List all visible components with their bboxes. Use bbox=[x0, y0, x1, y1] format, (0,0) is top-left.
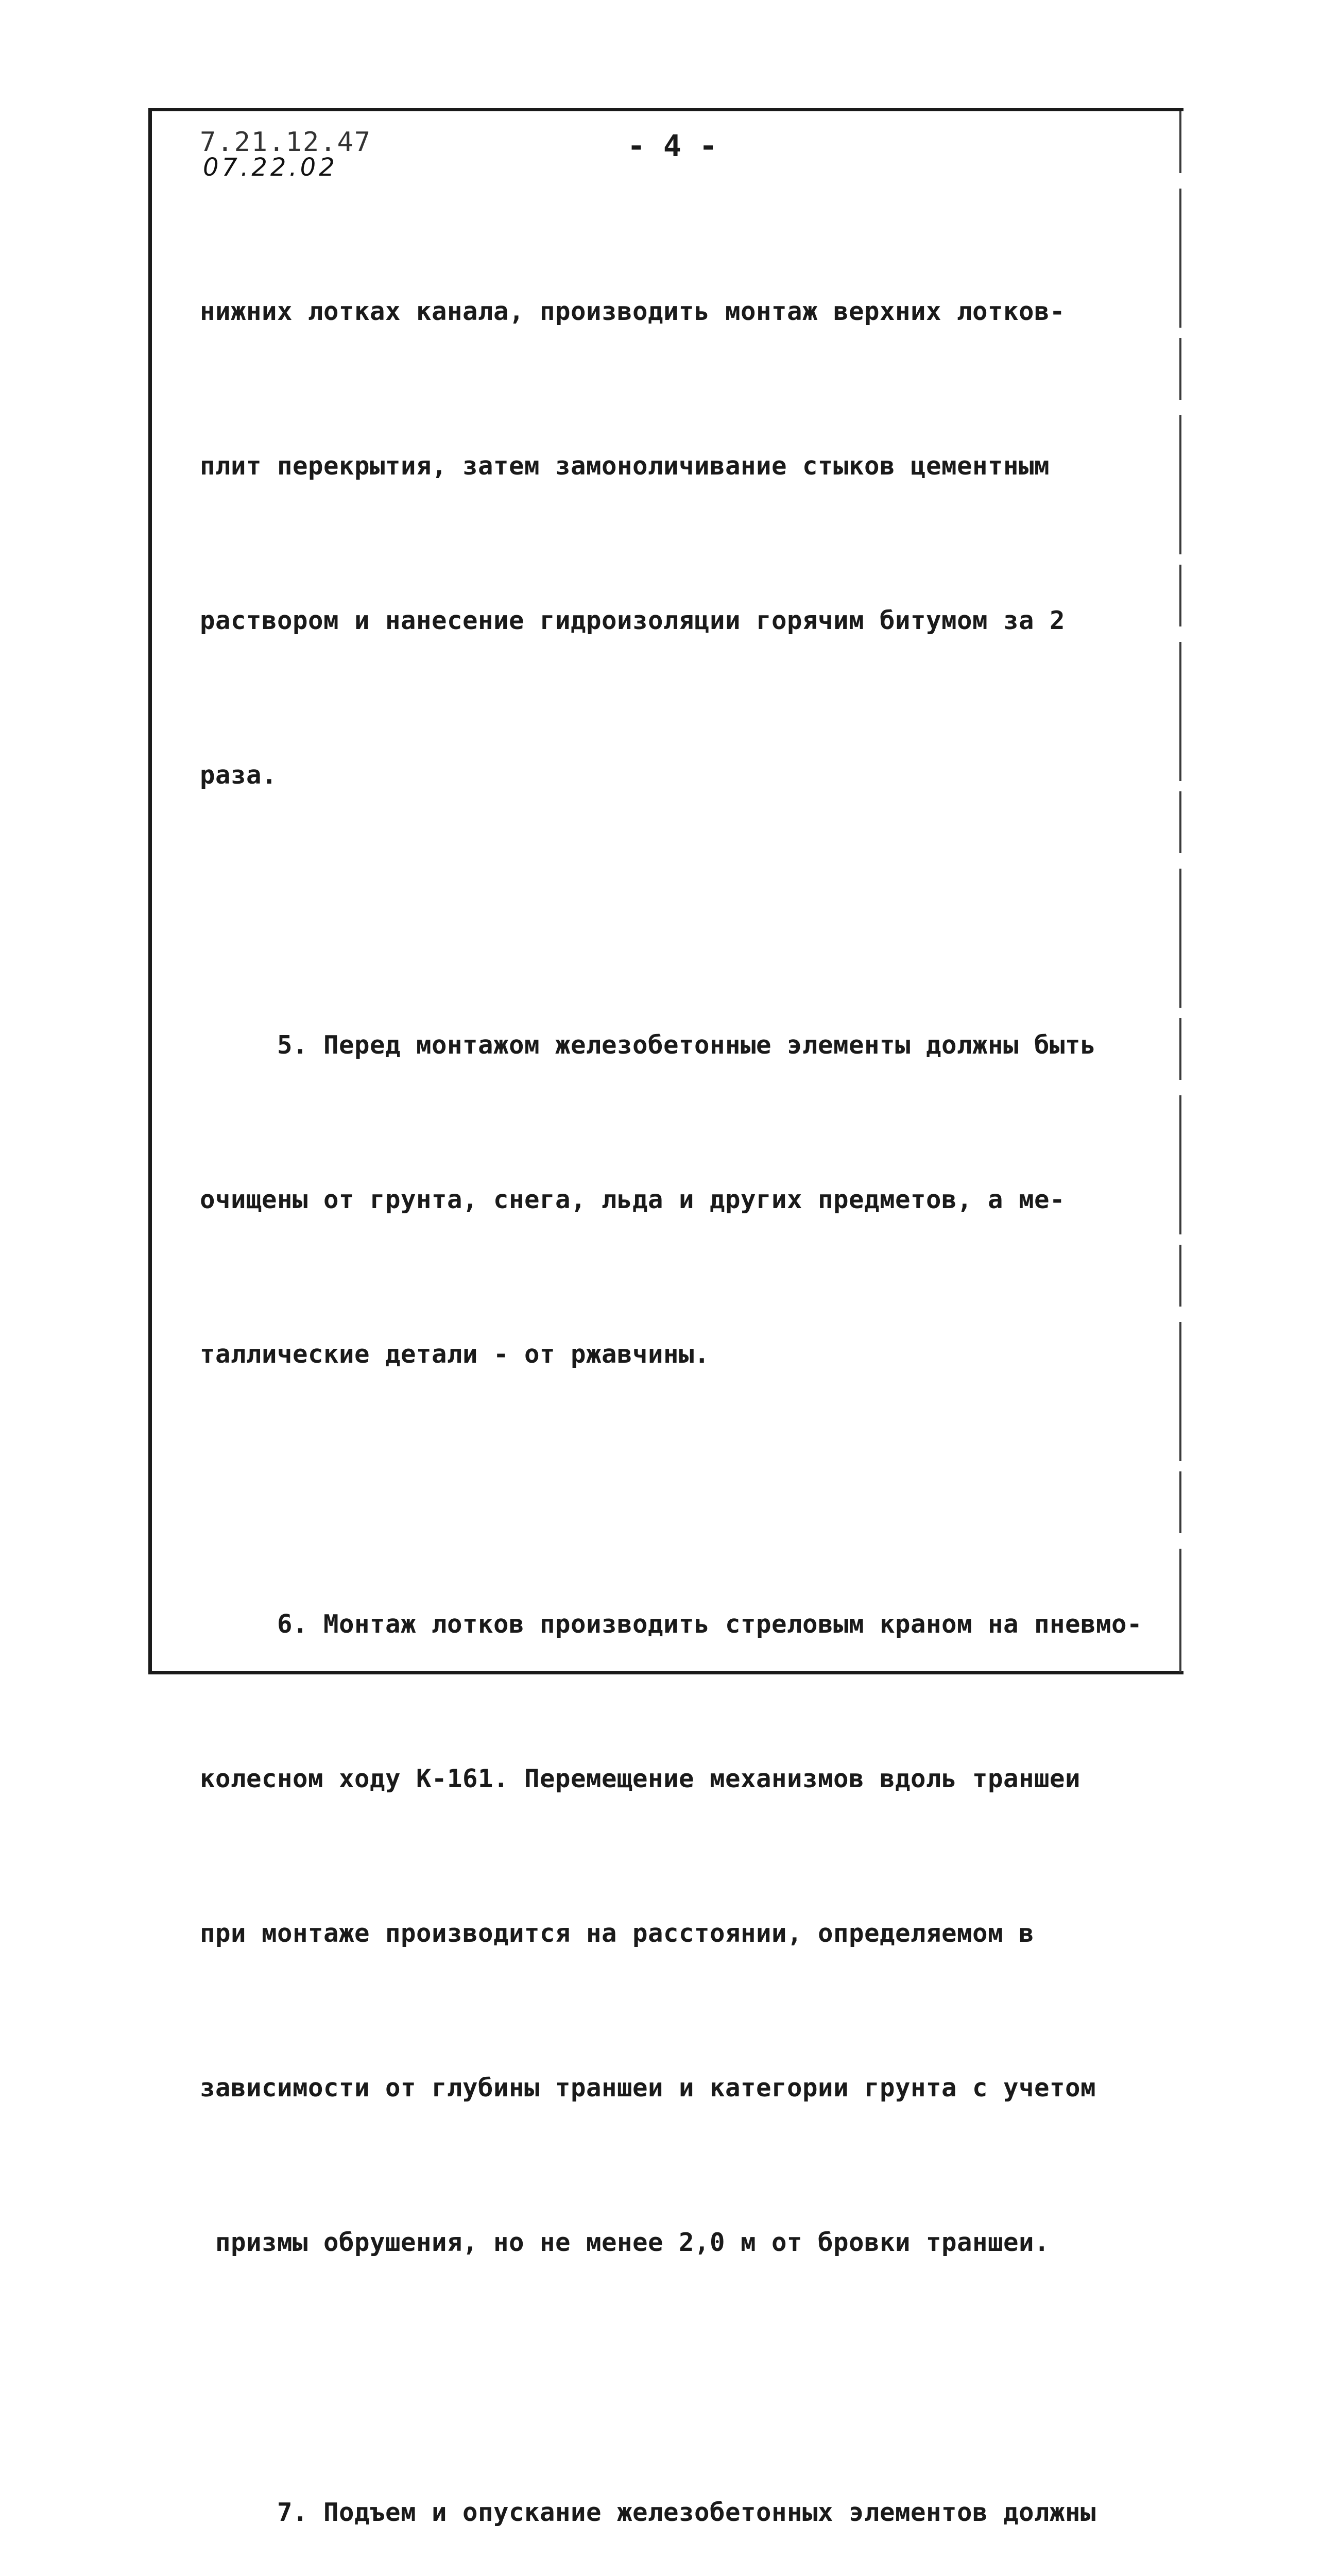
text-line: нижних лотках канала, производить монтаж верхних лотков- bbox=[200, 297, 1066, 326]
paragraph-7 bbox=[200, 2384, 1178, 2576]
text-line: раствором и нанесение гидроизоляции горячим битумом за 2 bbox=[200, 606, 1066, 635]
text-line: очищены от грунта, снега, льда и других предметов, а ме- bbox=[200, 1185, 1066, 1214]
text-line: 7. Подъем и опускание железобетонных элементов должны bbox=[277, 2498, 1096, 2527]
text-line: призмы обрушения, но не менее 2,0 м от бровки траншеи. bbox=[215, 2228, 1050, 2257]
paragraph-5 bbox=[200, 917, 1178, 1483]
document-code: 7.21.12.47 bbox=[200, 127, 372, 158]
text-line: таллические детали - от ржавчины. bbox=[200, 1340, 710, 1369]
page-number: - 4 - bbox=[627, 128, 717, 163]
page-header bbox=[200, 129, 1168, 185]
page-border-right bbox=[1179, 111, 1181, 1672]
document-body bbox=[200, 183, 1178, 2576]
document-code-handwritten: 07.22.02 bbox=[203, 153, 338, 182]
paragraph-continuation bbox=[200, 183, 1178, 904]
text-line: зависимости от глубины траншеи и категории грунта с учетом bbox=[200, 2073, 1096, 2103]
text-line: при монтаже производится на расстоянии, определяемом в bbox=[200, 1919, 1035, 1948]
text-line: колесном ходу К-161. Перемещение механизмов вдоль траншеи bbox=[200, 1764, 1081, 1793]
text-line: плит перекрытия, затем замоноличивание стыков цементным bbox=[200, 451, 1050, 481]
text-line: 6. Монтаж лотков производить стреловым краном на пневмо- bbox=[277, 1609, 1143, 1639]
paragraph-6 bbox=[200, 1496, 1178, 2371]
text-line: раза. bbox=[200, 760, 278, 790]
text-line: 5. Перед монтажом железобетонные элементы должны быть bbox=[277, 1030, 1096, 1060]
